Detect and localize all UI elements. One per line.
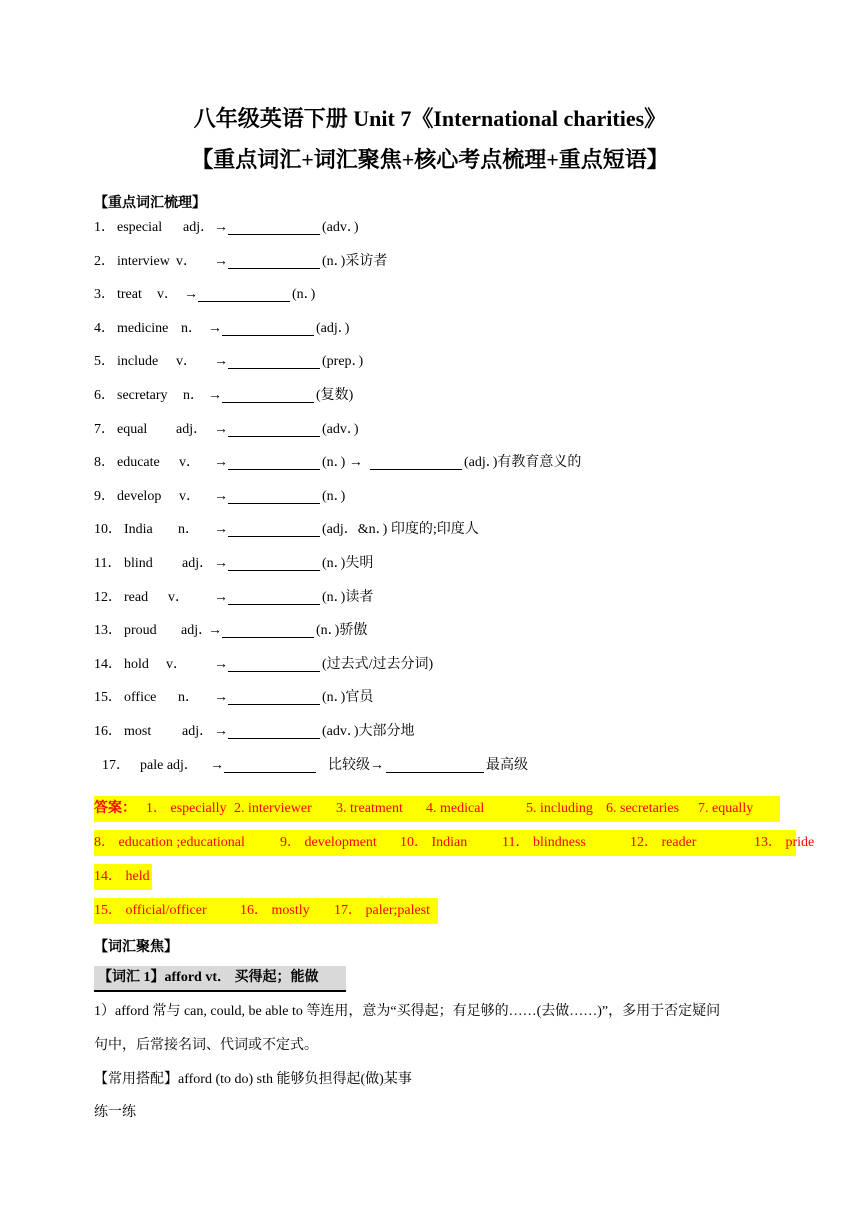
answer-blank[interactable] <box>386 758 484 773</box>
vocab-word: include <box>117 354 159 370</box>
practice-label: 练一练 <box>94 1105 136 1120</box>
answer-blank[interactable] <box>228 522 320 537</box>
vocab-pos: adj． <box>183 220 215 235</box>
vocab-hint: (n．)官员 <box>322 690 374 706</box>
vocab-arrow: → <box>214 656 228 672</box>
vocab-pos: n． <box>178 522 199 538</box>
vocab-arrow: → <box>214 354 228 370</box>
vocab-number: 4． <box>94 320 115 336</box>
vocab-arrow: → <box>214 455 228 471</box>
vocab-hint: (adj．) <box>316 320 350 336</box>
answer-blank[interactable] <box>228 354 320 369</box>
vocab-hint: (n．) → <box>322 455 363 471</box>
answer-line <box>94 898 438 924</box>
vocab-arrow: → <box>214 690 228 706</box>
answer-blank[interactable] <box>222 388 314 403</box>
vocab-hint: (n．)采访者 <box>322 253 388 269</box>
vocab-word: treat <box>117 287 142 303</box>
vocab-hint: 比较级→ <box>328 757 384 773</box>
vocab-arrow: → <box>214 522 228 538</box>
answer-item: 14． held <box>94 869 150 884</box>
answer-item: 16． mostly <box>240 903 310 918</box>
vocab-number: 1． <box>94 220 115 235</box>
vocab-pos: adj． <box>182 724 214 739</box>
vocab-pos: n． <box>178 690 199 706</box>
vocab-arrow: → <box>214 488 228 504</box>
vocab-hint: (n．) <box>322 488 346 504</box>
vocab-word: office <box>124 690 157 706</box>
answer-item: 9． development <box>280 835 377 850</box>
answer-line <box>94 796 780 822</box>
answer-item: 15． official/officer <box>94 903 207 918</box>
vocab-pos: v． <box>176 354 197 370</box>
vocab-arrow: → <box>214 220 228 235</box>
answer-blank[interactable] <box>228 657 320 672</box>
answer-blank[interactable] <box>228 489 320 504</box>
vocab-word: India <box>124 522 153 538</box>
vocab-word: develop <box>117 488 162 504</box>
vocab-word: equal <box>117 421 148 437</box>
vocab-word: hold <box>124 656 149 672</box>
vocab-number: 11． <box>94 556 122 571</box>
vocab-number: 2． <box>94 253 115 269</box>
vocab-hint: (adv．) <box>322 220 359 235</box>
vocab-word: most <box>124 724 152 739</box>
section-heading-focus: 【词汇聚焦】 <box>94 940 178 955</box>
answer-blank[interactable] <box>228 556 320 571</box>
answer-item: 3. treatment <box>336 801 403 816</box>
answer-item: 12． reader <box>630 835 697 850</box>
answer-blank[interactable] <box>228 422 320 437</box>
answer-item: 2. interviewer <box>234 801 312 816</box>
vocab-number: 10． <box>94 522 122 538</box>
answer-blank[interactable] <box>228 690 320 705</box>
vocab-arrow: → <box>210 757 224 773</box>
vocab-pos: n． <box>181 320 202 336</box>
vocab-number: 12． <box>94 589 122 605</box>
answer-item: 6. secretaries <box>606 801 680 816</box>
vocab-number: 7． <box>94 421 115 437</box>
vocab-pos: adj． <box>181 623 213 639</box>
vocab-pos: v． <box>176 253 197 269</box>
answer-blank[interactable] <box>370 455 462 470</box>
paragraph-line: 句中，后常接名词、代词或不定式。 <box>94 1038 318 1053</box>
vocab-number: 15． <box>94 690 122 706</box>
vocab-hint: (adj．)有教育意义的 <box>464 455 582 471</box>
answer-item: 8． education ;educational <box>94 835 245 850</box>
vocab-word: interview <box>117 253 170 269</box>
collocation-line: 【常用搭配】afford (to do) sth 能够负担得起(做)某事 <box>94 1072 412 1087</box>
vocab-hint: (n．) <box>292 287 316 303</box>
answer-blank[interactable] <box>228 220 320 235</box>
vocab-pos: v． <box>179 455 200 471</box>
answer-item: 13． pride <box>754 835 815 850</box>
vocab-pos: v． <box>179 488 200 504</box>
paragraph-line: 1）afford 常与 can, could, be able to 等连用，意为“买得起；有足够的……(去做……)”，多用于否定疑问 <box>94 1004 721 1019</box>
vocab-focus-heading: 【词汇 1】afford vt． 买得起；能做 <box>94 966 346 992</box>
vocab-arrow: → <box>208 320 222 336</box>
vocab-arrow: → <box>214 421 228 437</box>
vocab-word: secretary <box>117 388 168 403</box>
vocab-number: 8． <box>94 455 115 471</box>
answer-label: 答案： <box>94 801 136 816</box>
answer-blank[interactable] <box>224 758 316 773</box>
vocab-number: 13． <box>94 623 122 639</box>
answer-blank[interactable] <box>228 455 320 470</box>
vocab-pos: v． <box>168 589 189 605</box>
vocab-arrow: → <box>208 623 222 639</box>
vocab-hint: 最高级 <box>486 757 528 773</box>
vocab-number: 6． <box>94 388 115 403</box>
vocab-hint: (复数) <box>316 388 354 403</box>
answer-item: 17． paler;palest <box>334 903 431 918</box>
vocab-hint: (n．)失明 <box>322 556 374 571</box>
vocab-word: pale adj． <box>140 757 198 773</box>
vocab-hint: (prep．) <box>322 354 364 370</box>
vocab-number: 14． <box>94 656 122 672</box>
vocab-word: medicine <box>117 320 169 336</box>
answer-item: 1． especially <box>146 801 227 816</box>
vocab-pos: v． <box>157 287 178 303</box>
answer-blank[interactable] <box>228 590 320 605</box>
document-title: 八年级英语下册 Unit 7《International charities》 <box>193 106 667 131</box>
vocab-word: blind <box>124 556 153 571</box>
answer-item: 10． Indian <box>400 835 468 850</box>
vocab-number: 5． <box>94 354 115 370</box>
section-heading-vocab: 【重点词汇梳理】 <box>94 196 206 211</box>
vocab-arrow: → <box>184 287 198 303</box>
vocab-pos: adj． <box>182 556 214 571</box>
vocab-arrow: → <box>214 556 228 571</box>
answer-line <box>94 864 152 890</box>
vocab-hint: (adj．&n．) 印度的;印度人 <box>322 522 479 538</box>
vocab-hint: (n．)骄傲 <box>316 623 368 639</box>
vocab-arrow: → <box>214 724 228 739</box>
answer-item: 5. including <box>526 801 593 816</box>
answer-item: 7. equally <box>698 801 754 816</box>
vocab-arrow: → <box>214 589 228 605</box>
vocab-word: proud <box>124 623 157 639</box>
answer-item: 4. medical <box>426 801 485 816</box>
answer-line <box>94 830 815 856</box>
vocab-pos: n． <box>183 388 204 403</box>
answer-blank[interactable] <box>228 254 320 269</box>
vocab-number: 16． <box>94 724 122 739</box>
vocab-word: read <box>124 589 149 605</box>
document-subtitle: 【重点词汇+词汇聚焦+核心考点梳理+重点短语】 <box>191 147 669 172</box>
vocab-number: 17． <box>102 757 130 773</box>
vocab-arrow: → <box>208 388 222 403</box>
vocab-number: 9． <box>94 488 115 504</box>
vocab-hint: (adv．) <box>322 421 359 437</box>
vocab-pos: v． <box>166 656 187 672</box>
answer-item: 11． blindness <box>502 835 586 850</box>
vocab-hint: (adv．)大部分地 <box>322 724 415 739</box>
answer-blank[interactable] <box>198 287 290 302</box>
vocab-hint: (过去式/过去分词) <box>322 656 434 672</box>
vocab-hint: (n．)读者 <box>322 589 374 605</box>
answer-blank[interactable] <box>228 724 320 739</box>
vocab-number: 3． <box>94 287 115 303</box>
vocab-arrow: → <box>214 253 228 269</box>
answer-blank[interactable] <box>222 623 314 638</box>
vocab-word: educate <box>117 455 160 471</box>
answer-blank[interactable] <box>222 321 314 336</box>
vocab-pos: adj． <box>176 421 208 437</box>
vocab-word: especial <box>117 220 163 235</box>
